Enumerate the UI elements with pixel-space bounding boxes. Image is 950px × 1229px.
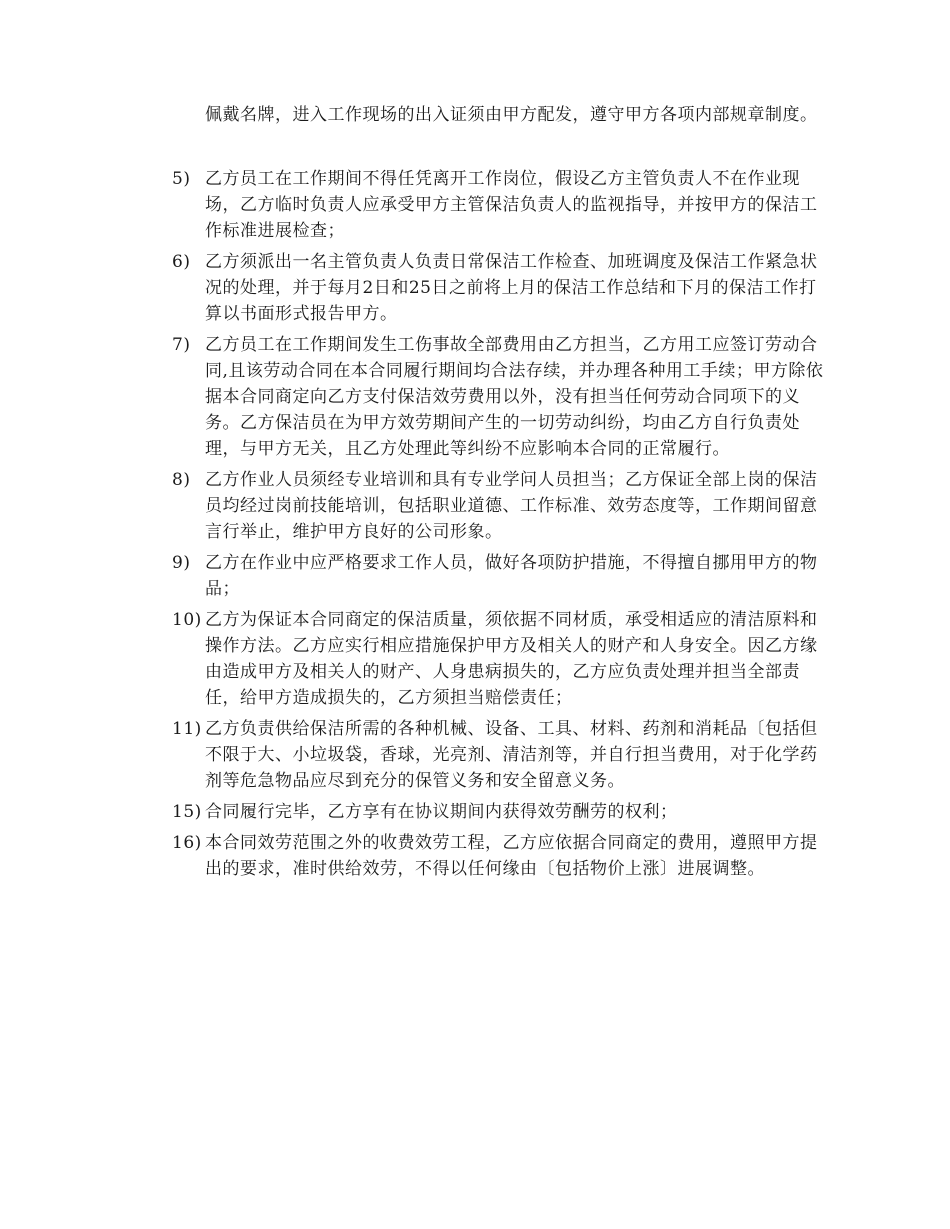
list-item bbox=[172, 799, 832, 825]
item-text: 乙方员工在工作期间不得任凭离开工作岗位，假设乙方主管负责人不在作业现场，乙方临时负责人应承受甲方主管保洁负责人的监视指导，并按甲方的保洁工作标准进展检查； bbox=[205, 169, 818, 241]
item-text: 乙方在作业中应严格要求工作人员，做好各项防护措施，不得擅自挪用甲方的物品； bbox=[205, 553, 818, 599]
item-number: 15) bbox=[172, 802, 202, 822]
list-item bbox=[172, 550, 832, 602]
item-text: 乙方员工在工作期间发生工伤事故全部费用由乙方担当，乙方用工应签订劳动合同,且该劳动合同在本合同履行期间均合法存续，并办理各种用工手续；甲方除依据本合同商定向乙方支付保洁效劳费用以外，没有担当任何劳动合同项下的义务。乙方保洁员在为甲方效劳期间产生的一切劳动纠纷，均由乙方自行负责处理，与甲方无关，且乙方处理此等纠纷不应影响本合同的正常履行。 bbox=[205, 335, 824, 459]
list-item bbox=[172, 332, 832, 462]
item-number: 9) bbox=[172, 553, 191, 573]
list-item bbox=[172, 830, 832, 882]
list-item bbox=[172, 607, 832, 711]
item-text: 乙方须派出一名主管负责人负责日常保洁工作检查、加班调度及保洁工作紧急状况的处理，并于每月2日和25日之前将上月的保洁工作总结和下月的保洁工作打算以书面形式报告甲方。 bbox=[205, 252, 818, 324]
list-item bbox=[172, 166, 832, 244]
item-text: 乙方作业人员须经专业培训和具有专业学问人员担当；乙方保证全部上岗的保洁员均经过岗前技能培训，包括职业道德、工作标准、效劳态度等，工作期间留意言行举止，维护甲方良好的公司形象。 bbox=[205, 470, 818, 542]
item-number: 11) bbox=[172, 719, 202, 739]
clause-list bbox=[172, 166, 832, 887]
item-text: 合同履行完毕，乙方享有在协议期间内获得效劳酬劳的权利； bbox=[205, 802, 678, 822]
continuation-paragraph: 佩戴名牌，进入工作现场的出入证须由甲方配发，遵守甲方各项内部规章制度。 bbox=[205, 105, 818, 125]
item-number: 8) bbox=[172, 470, 191, 490]
item-number: 10) bbox=[172, 610, 202, 630]
item-text: 乙方负责供给保洁所需的各种机械、设备、工具、材料、药剂和消耗品〔包括但不限于大、小垃圾袋，香球，光亮剂、清洁剂等，并自行担当费用，对于化学药剂等危急物品应尽到充分的保管义务和安全留意义务。 bbox=[205, 719, 818, 791]
item-text: 本合同效劳范围之外的收费效劳工程，乙方应依据合同商定的费用，遵照甲方提出的要求，准时供给效劳，不得以任何缘由〔包括物价上涨〕进展调整。 bbox=[205, 833, 818, 879]
item-number: 7) bbox=[172, 335, 191, 355]
list-item bbox=[172, 249, 832, 327]
item-number: 16) bbox=[172, 833, 202, 853]
item-text: 乙方为保证本合同商定的保洁质量，须依据不同材质，承受相适应的清洁原料和操作方法。乙方应实行相应措施保护甲方及相关人的财产和人身安全。因乙方缘由造成甲方及相关人的财产、人身患病损失的，乙方应负责处理并担当全部责任，给甲方造成损失的，乙方须担当赔偿责任； bbox=[205, 610, 818, 708]
item-number: 5) bbox=[172, 169, 191, 189]
item-number: 6) bbox=[172, 252, 191, 272]
list-item bbox=[172, 716, 832, 794]
list-item bbox=[172, 467, 832, 545]
